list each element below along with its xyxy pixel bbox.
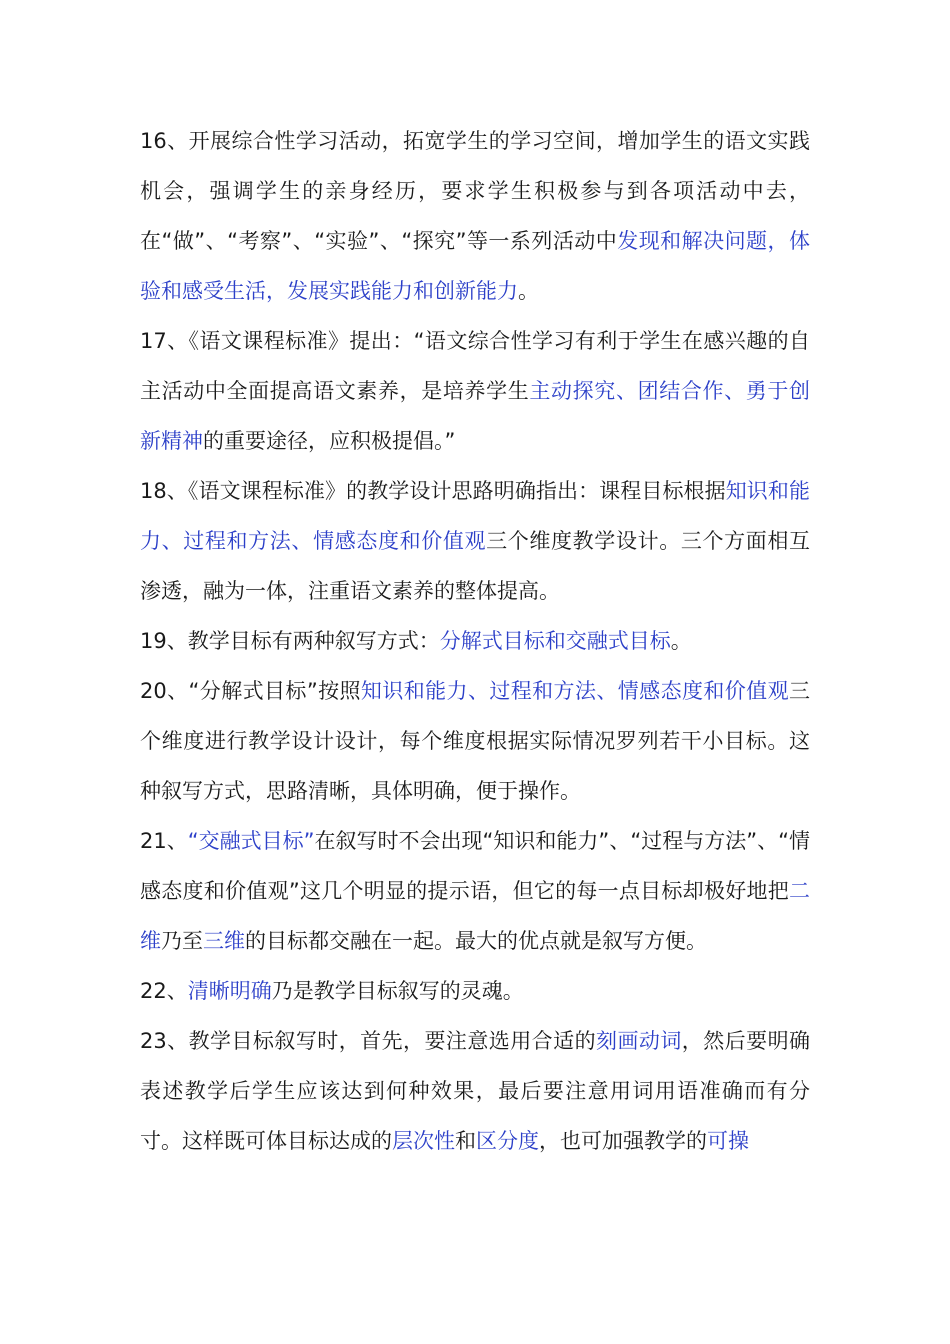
text-segment: 22、 — [140, 979, 188, 1003]
text-segment: 19、教学目标有两种叙写方式： — [140, 629, 440, 653]
text-segment: 16、开展综合性学习活动，拓宽学生的学习空间，增加学生的语文实践机会，强调学生的亲身经历，要求学生积极参与到各项活动中去，在“做”、“考察”、“实验”、“探究”等一系列活动中 — [140, 129, 810, 253]
paragraph-16 — [140, 116, 810, 316]
text-segment: 17、《语文课程标准》提出：“语文综合性学习有利于学生在感兴趣的自主活动中全面提高语文素养，是培养学生 — [140, 329, 810, 403]
text-segment: 23、教学目标叙写时，首先，要注意选用合适的 — [140, 1029, 597, 1053]
text-segment: ，也可加强教学的 — [539, 1129, 707, 1153]
highlighted-text: 可操 — [707, 1129, 749, 1153]
text-segment: 三个维度教学设计。三个方面相互渗透，融为一体，注重语文素养的整体提高。 — [140, 529, 811, 603]
paragraph-23 — [140, 1016, 810, 1166]
paragraph-17 — [140, 316, 810, 466]
highlighted-text: 层次性 — [392, 1129, 455, 1153]
highlighted-text: 知识和能力、过程和方法、情感态度和价值观 — [140, 479, 810, 553]
text-segment: 18、《语文课程标准》的教学设计思路明确指出：课程目标根据 — [140, 479, 726, 503]
highlighted-text: 刻画动词 — [596, 1029, 682, 1053]
paragraph-20 — [140, 666, 810, 816]
highlighted-text: 三维 — [203, 929, 245, 953]
highlighted-text: “交融式目标” — [187, 829, 315, 853]
paragraph-19 — [140, 616, 810, 666]
text-segment: 20、“分解式目标”按照 — [140, 679, 361, 703]
highlighted-text: 分解式目标和交融式目标 — [439, 629, 671, 653]
text-segment: 的目标都交融在一起。最大的优点就是叙写方便。 — [245, 929, 707, 953]
text-segment: 。 — [518, 279, 539, 303]
paragraph-22 — [140, 966, 810, 1016]
text-segment: 21、 — [140, 829, 188, 853]
highlighted-text: 知识和能力、过程和方法、情感态度和价值观 — [360, 679, 789, 703]
text-segment: 三个维度进行教学设计设计，每个维度根据实际情况罗列若干小目标。这种叙写方式，思路清晰，具体明确，便于操作。 — [140, 679, 810, 803]
highlighted-text: 二维 — [140, 879, 810, 953]
document-page — [140, 116, 810, 1166]
text-segment: 的重要途径，应积极提倡。” — [203, 429, 456, 453]
text-segment: 在叙写时不会出现“知识和能力”、“过程与方法”、“情感态度和价值观”这几个明显的提示语，但它的每一点目标却极好地把 — [140, 829, 810, 903]
highlighted-text: 主动探究、团结合作、勇于创新精神 — [140, 379, 811, 453]
text-segment: 和 — [455, 1129, 476, 1153]
highlighted-text: 区分度 — [476, 1129, 539, 1153]
text-segment: ，然后要明确表述教学后学生应该达到何种效果，最后要注意用词用语准确而有分寸。这样既可体目标达成的 — [140, 1029, 811, 1153]
text-segment: 。 — [670, 629, 692, 653]
highlighted-text: 发现和解决问题，体验和感受生活，发展实践能力和创新能力 — [140, 229, 810, 303]
text-segment: 乃至 — [161, 929, 203, 953]
paragraph-18 — [140, 466, 810, 616]
text-segment: 乃是教学目标叙写的灵魂。 — [271, 979, 524, 1003]
paragraph-21 — [140, 816, 810, 966]
highlighted-text: 清晰明确 — [187, 979, 272, 1003]
